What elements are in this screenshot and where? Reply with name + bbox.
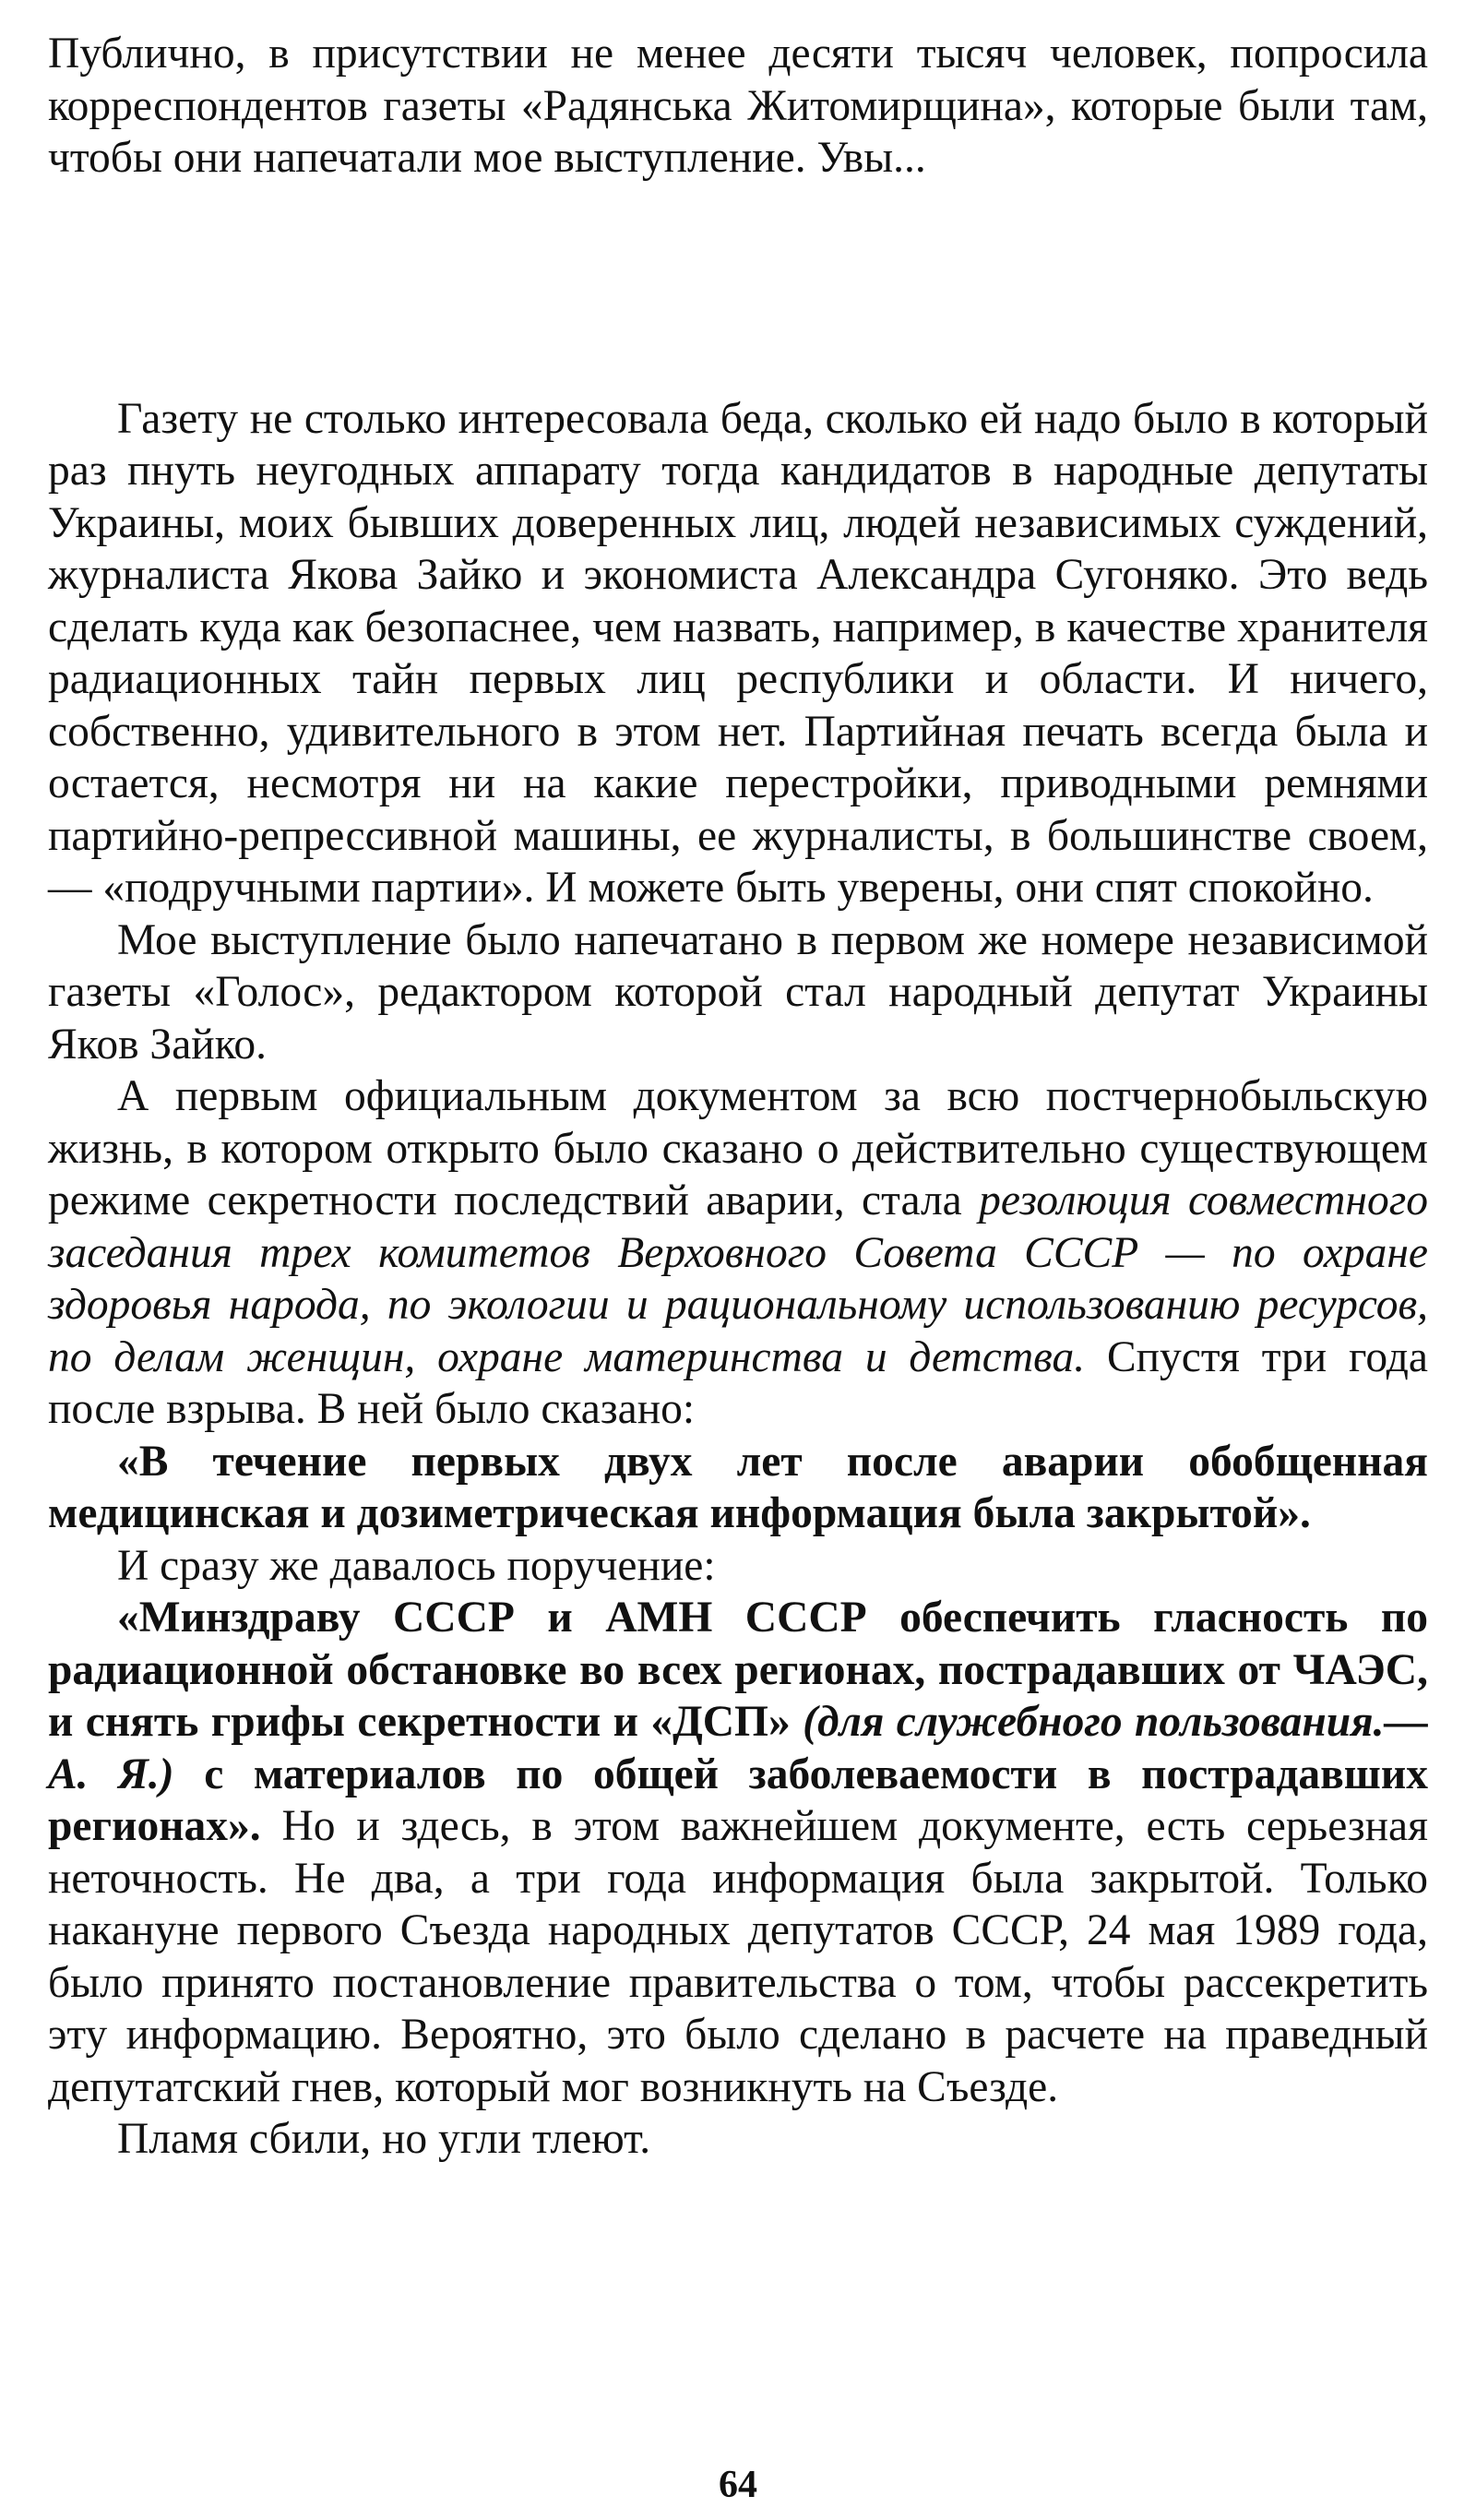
- page-number: 64: [719, 2464, 757, 2506]
- book-page: [48, 28, 1428, 2166]
- paragraph-resolution: [48, 1070, 1428, 1436]
- quote-closed-information: «В течение первых двух лет после аварии обобщенная медицинская и дозиметрическая информация была закрытой».: [48, 1437, 1428, 1537]
- paragraph-closing: Пламя сбили, но угли тлеют.: [117, 2115, 651, 2163]
- paragraph-golos: Мое выступление было напечатано в первом же номере независимой газеты «Голос», редактором которой стал народный депутат Украины Яков Зайко.: [48, 915, 1428, 1069]
- ministry-quote-part1: «Минздраву СССР и АМН СССР обеспечить гласность по радиационной обстановке во всех регионах, пострадавших от ЧАЭС, и снять грифы секретности и «ДСП»: [48, 1594, 1428, 1746]
- paragraph-instruction: И сразу же давалось поручение:: [117, 1541, 716, 1590]
- ministry-quote-commentary: Но и здесь, в этом важнейшем документе, есть серьезная неточность. Не два, а три года информация была закрытой. Только накануне первого Съезда народных депутатов СССР, 24 мая 1989 года, было принято постановление правительства о том, чтобы рассекретить эту информацию. Вероятно, это было сделано в расчете на праведный депутатский гнев, который мог возникнуть на Съезде.: [48, 1802, 1428, 2111]
- paragraph-gap: [48, 185, 1428, 393]
- resolution-title-italic: резолюция совместного заседания трех комитетов Верховного Совета СССР — по охране здоровья народа, по экологии и рациональному использованию ресурсов, по делам женщин, охране материнства и детства.: [48, 1176, 1428, 1381]
- ministry-quote-italic-note: (для служебного пользования.— А. Я.): [48, 1698, 1428, 1798]
- resolution-lead-text: А первым официальным документом за всю постчернобыльскую жизнь, в котором открыто было сказано о действительно существующем режиме секретности последствий аварии, стала: [48, 1072, 1428, 1224]
- paragraph-ministry-quote: [48, 1592, 1428, 2113]
- resolution-tail-text: Спустя три года после взрыва. В ней было сказано:: [48, 1332, 1428, 1433]
- ministry-quote-part2: с материалов по общей заболеваемости в пострадавших регионах».: [48, 1750, 1429, 1850]
- paragraph-intro: Публично, в присутствии не менее десяти тысяч человек, попросила корреспондентов газеты «Радянська Житомирщина», которые были там, чтобы они напечатали мое выступление. Увы...: [48, 30, 1428, 182]
- paragraph-newspaper: Газету не столько интересовала беда, сколько ей надо было в который раз пнуть неугодных аппарату тогда кандидатов в народные депутаты Украины, моих бывших доверенных лиц, людей независимых суждений, журналиста Якова Зайко и экономиста Александра Сугоняко. Это ведь сделать куда как безопаснее, чем назвать, например, в качестве хранителя радиационных тайн первых лиц республики и области. И ничего, собственно, удивительного в этом нет. Партийная печать всегда была и остается, несмотря ни на какие перестройки, приводными ремнями партийно-репрессивной машины, ее журналисты, в большинстве своем,— «подручными партии». И можете быть уверены, они спят спокойно.: [48, 394, 1428, 912]
